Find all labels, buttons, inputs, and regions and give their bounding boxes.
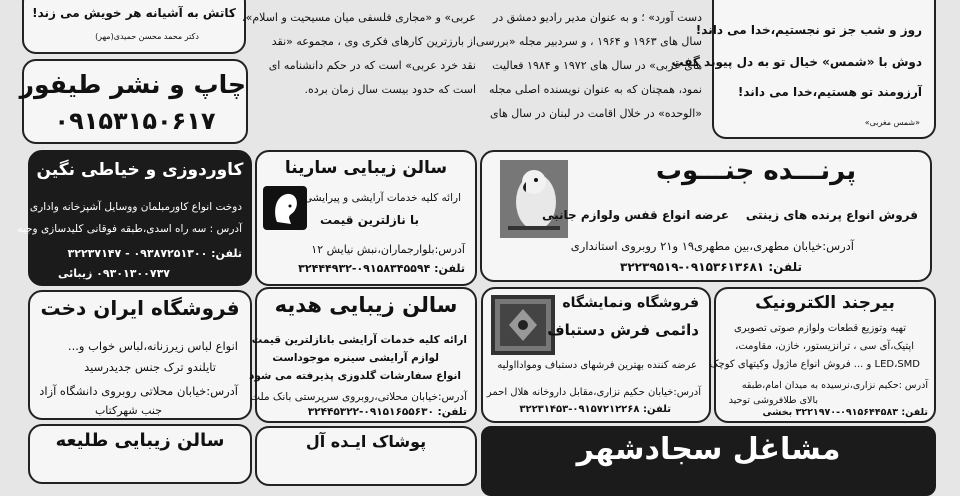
ideal-title: پوشاک ایـده آل xyxy=(305,432,427,451)
sarina-address: آدرس:بلوارجماران،نبش نیایش ۱۲ xyxy=(311,243,465,256)
ideal-ad xyxy=(255,426,477,486)
talieh-ad xyxy=(28,424,252,484)
top-left-quote-box xyxy=(22,0,246,54)
carpet-image xyxy=(491,295,555,355)
iran-dokht-ad xyxy=(28,290,252,420)
article-mid-line: از بارزترین کارهای فکری وی ، مجموعه «نقد xyxy=(271,35,476,48)
dastbaf-ad xyxy=(481,287,711,423)
taifur-ad xyxy=(19,59,248,144)
sajadshahr-ad xyxy=(481,426,936,496)
birjand-electronic-address-2: بالای طلافروشی توحید xyxy=(728,395,818,406)
hedieh-phone: تلفن: ۰۹۱۵۱۶۵۵۶۳۰-۳۲۴۴۵۳۲۲ xyxy=(307,406,467,418)
quote-text: کاتش به آشیانه هر خویش می زند! xyxy=(32,6,236,20)
article-mid-line: است که حدود بیست سال زمان برده. xyxy=(304,83,476,96)
parande-ad xyxy=(480,150,932,282)
article-mid-line: عربی» و «مجاری فلسفی میان مسیحیت و اسلام»، xyxy=(242,11,476,24)
negin-ad xyxy=(17,150,252,286)
poem-line: روز و شب جز تو نجستیم،خدا می داند! xyxy=(695,23,922,37)
hedieh-title: سالن زیبایی هدیه xyxy=(274,293,458,317)
hedieh-line: انواع سفارشات گلدوزی پذیرفته می شود xyxy=(249,370,461,382)
iran-dokht-line: تایلندو ترک جنس جدیدرسید xyxy=(84,360,216,374)
poem-box xyxy=(671,0,936,139)
iran-dokht-address-2: جنب شهرکتاب xyxy=(94,404,162,417)
dastbaf-title-2: دائمی فرش دستباف xyxy=(547,321,699,339)
article-right-line: های عربی» در سال های ۱۹۷۲ و ۱۹۸۴ فعالیت xyxy=(492,59,702,72)
hedieh-line: ارائه کلیه خدمات آرایشی بانازلترین قیمت xyxy=(251,334,467,346)
birjand-electronic-phone: تلفن: ۰۹۱۵۶۴۴۵۸۳-۳۲۲۱۹۷۰ بخشی xyxy=(762,407,928,418)
taifur-phone: ۰۹۱۵۳۱۵۰۶۱۷ xyxy=(54,107,216,135)
dastbaf-address: آدرس:خیابان حکیم نزاری،مقابل داروخانه هلال احمر xyxy=(486,387,701,398)
sarina-phone: تلفن: ۰۹۱۵۸۳۴۵۵۹۴-۳۲۴۴۴۹۳۲ xyxy=(298,262,465,275)
iran-dokht-title: فروشگاه ایران دخت xyxy=(40,296,240,320)
taifur-title: چاپ و نشر طیفور xyxy=(19,70,246,99)
parande-address: آدرس:خیابان مطهری،بین مطهری۱۹ و۲۱ روبروی استانداری xyxy=(570,239,854,253)
poem-line: آرزومند تو هستیم،خدا می داند! xyxy=(737,85,922,99)
parrot-image xyxy=(500,160,568,238)
article-right-line: سال های ۱۹۶۳ و ۱۹۶۴ ، و سردبیر مجله «بررسی xyxy=(476,35,702,48)
birjand-electronic-line: LED،SMD و ... فروش انواع ماژول وکیتهای کوچک xyxy=(709,359,920,370)
poem-line: دوش با «شمس» خیال تو به دل پیوند گفت xyxy=(671,55,922,69)
negin-address: آدرس : سه راه اسدی،طبقه فوقانی کلیدسازی وجیه xyxy=(17,223,242,235)
hedieh-line: لوازم آرایشی سینره موجوداست xyxy=(272,352,439,364)
article-right-line: «الوحده» در خلال اقامت در لبنان در سال های xyxy=(490,107,702,120)
parande-title: پرنـــده جنـــوب xyxy=(655,156,857,186)
dastbaf-desc: عرضه کننده بهترین فرشهای دستباف وموادااولیه xyxy=(497,360,697,371)
hedieh-ad xyxy=(249,287,477,423)
birjand-electronic-line: تهیه وتوزیع قطعات ولوازم صوتی تصویری xyxy=(733,323,906,334)
birjand-electronic-address: آدرس :حکیم نزاری،نرسیده به میدان امام،طبقه xyxy=(741,380,928,391)
iran-dokht-line: انواع لباس زیرزنانه،لباس خواب و... xyxy=(67,339,238,353)
sajadshahr-title: مشاغل سجادشهر xyxy=(576,432,841,467)
article-right-column xyxy=(476,6,702,126)
parande-desc: فروش انواع پرنده های زینتی عرضه انواع قفس ولوازم جانبی xyxy=(541,208,918,222)
dastbaf-title: فروشگاه ونمایشگاه xyxy=(562,295,699,311)
dastbaf-phone: تلفن: ۰۹۱۵۷۲۱۲۲۶۸-۳۲۲۳۱۴۵۳ xyxy=(519,404,671,415)
birjand-electronic-ad xyxy=(709,287,936,423)
sarina-desc: ارائه کلیه خدمات آرایشی و پیرایشی xyxy=(304,192,461,204)
parande-phone: تلفن: ۰۹۱۵۳۶۱۳۶۸۱-۳۲۲۳۹۵۱۹ xyxy=(620,260,802,274)
negin-phone-2: ۰۹۳۰۱۳۰۰۷۳۷ زیبائی xyxy=(57,267,170,280)
poem-author: «شمس مغربی» xyxy=(864,118,920,127)
woman-face-icon xyxy=(263,186,307,230)
hedieh-address: آدرس:خیابان محلاتی،روبروی سرپرستی بانک ملت xyxy=(250,391,467,403)
negin-phone: تلفن: ۰۹۳۸۷۲۵۱۳۰۰ - ۳۲۲۳۷۱۴۷ xyxy=(67,247,242,260)
article-mid-line: نقد خرد عربی» است که در حکم دانشنامه ای xyxy=(268,59,476,72)
quote-author: دکتر محمد محسن حمیدی(مهر) xyxy=(95,32,199,41)
sarina-desc-2: با نازلترین قیمت xyxy=(320,213,419,227)
article-right-line: دست آورد» ؛ و به عنوان مدیر رادیو دمشق در xyxy=(493,11,702,24)
article-middle-column xyxy=(242,6,476,102)
iran-dokht-address: آدرس:خیابان محلاتی روبروی دانشگاه آزاد xyxy=(39,384,238,398)
article-right-line: نمود، همچنان که به عنوان نویسنده اصلی مجله xyxy=(488,83,702,96)
sarina-title: سالن زیبایی سارینا xyxy=(284,158,448,178)
sarina-ad xyxy=(255,150,477,286)
negin-desc: دوخت انواع کاورمبلمان ووسایل آشپزخانه واداری xyxy=(29,201,242,213)
talieh-title: سالن زیبایی طلیعه xyxy=(55,430,225,451)
birjand-electronic-title: بیرجند الکترونیک xyxy=(755,293,895,313)
negin-title: کاوردوزی و خیاطی نگین xyxy=(36,160,244,180)
birjand-electronic-line: اپتیک،آی سی ، ترانزیستور، خازن، مقاومت، xyxy=(735,341,914,352)
